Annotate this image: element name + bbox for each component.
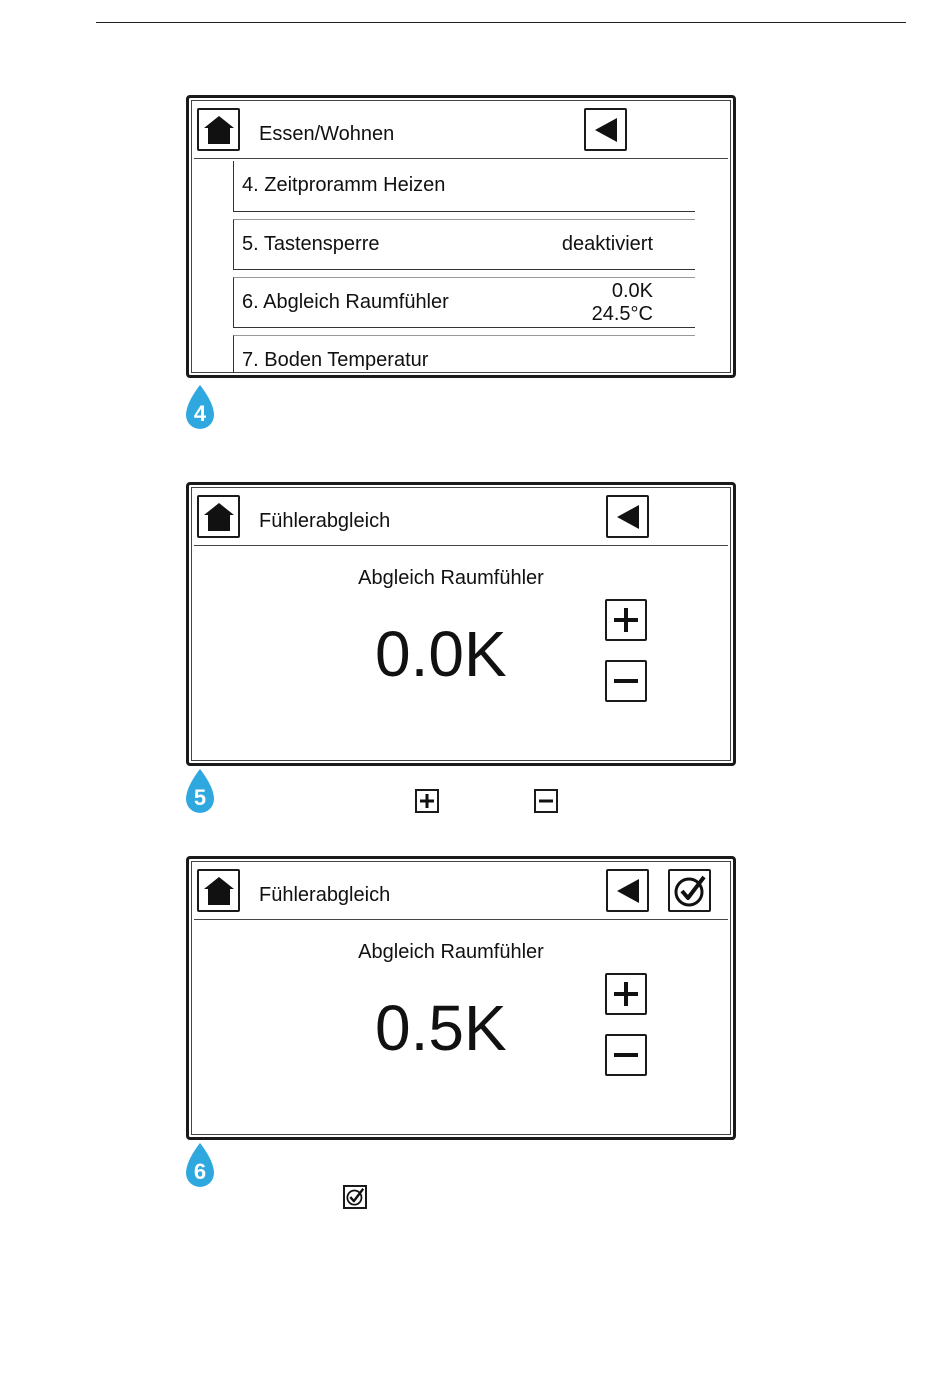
- home-icon: [202, 501, 236, 533]
- back-button[interactable]: [584, 108, 627, 151]
- screen-header: [194, 864, 728, 920]
- screen-header: [194, 103, 728, 159]
- home-button[interactable]: [197, 108, 240, 151]
- menu-item-label: 6. Abgleich Raumfühler: [242, 291, 449, 313]
- screen-header: [194, 490, 728, 546]
- back-arrow-icon: [615, 877, 641, 905]
- screen-fuehlerabgleich-changed: [186, 856, 736, 1140]
- menu-item-zeitprogramm[interactable]: [233, 161, 695, 212]
- screen-fuehlerabgleich-initial: [186, 482, 736, 766]
- confirm-check-icon: [673, 874, 707, 908]
- decrease-button[interactable]: [605, 660, 647, 702]
- back-button[interactable]: [606, 869, 649, 912]
- menu-item-label: 7. Boden Temperatur: [242, 349, 429, 371]
- increase-button[interactable]: [605, 599, 647, 641]
- step-number: 4: [193, 401, 207, 426]
- increase-button[interactable]: [605, 973, 647, 1015]
- menu-item-abgleich[interactable]: [233, 277, 695, 328]
- menu-item-value: [592, 280, 653, 326]
- inline-minus-icon: [534, 789, 558, 813]
- setting-label: Abgleich Raumfühler: [358, 567, 544, 589]
- home-icon: [202, 114, 236, 146]
- screen-title: Fühlerabgleich: [259, 510, 391, 532]
- minus-icon: [612, 1041, 640, 1069]
- minus-icon: [612, 667, 640, 695]
- home-button[interactable]: [197, 869, 240, 912]
- inline-plus-icon: [415, 789, 439, 813]
- step-marker-5: [184, 768, 216, 814]
- plus-icon: [612, 606, 640, 634]
- decrease-button[interactable]: [605, 1034, 647, 1076]
- inline-confirm-icon: [343, 1185, 367, 1209]
- step-number: 6: [193, 1159, 207, 1184]
- screen-menu: [186, 95, 736, 378]
- menu-item-tastensperre[interactable]: [233, 219, 695, 270]
- menu-item-label: 4. Zeitproramm Heizen: [242, 174, 446, 196]
- menu-item-boden-temperatur[interactable]: [233, 335, 695, 373]
- step-marker-4: [184, 384, 216, 430]
- screen-title: Fühlerabgleich: [259, 884, 391, 906]
- confirm-button[interactable]: [668, 869, 711, 912]
- temperature-value: 24.5°C: [591, 303, 653, 325]
- setting-label: Abgleich Raumfühler: [358, 941, 544, 963]
- offset-value: 0.0K: [611, 280, 653, 302]
- step-marker-6: [184, 1142, 216, 1188]
- menu-item-label: 5. Tastensperre: [242, 233, 380, 255]
- home-button[interactable]: [197, 495, 240, 538]
- back-arrow-icon: [615, 503, 641, 531]
- back-arrow-icon: [593, 116, 619, 144]
- menu-item-value: deaktiviert: [561, 233, 653, 255]
- offset-value-display: 0.5K: [375, 992, 507, 1064]
- back-button[interactable]: [606, 495, 649, 538]
- step-number: 5: [193, 785, 207, 810]
- page-top-rule: [96, 22, 906, 23]
- screen-title: Essen/Wohnen: [259, 123, 395, 145]
- plus-icon: [612, 980, 640, 1008]
- offset-value-display: 0.0K: [375, 618, 507, 690]
- home-icon: [202, 875, 236, 907]
